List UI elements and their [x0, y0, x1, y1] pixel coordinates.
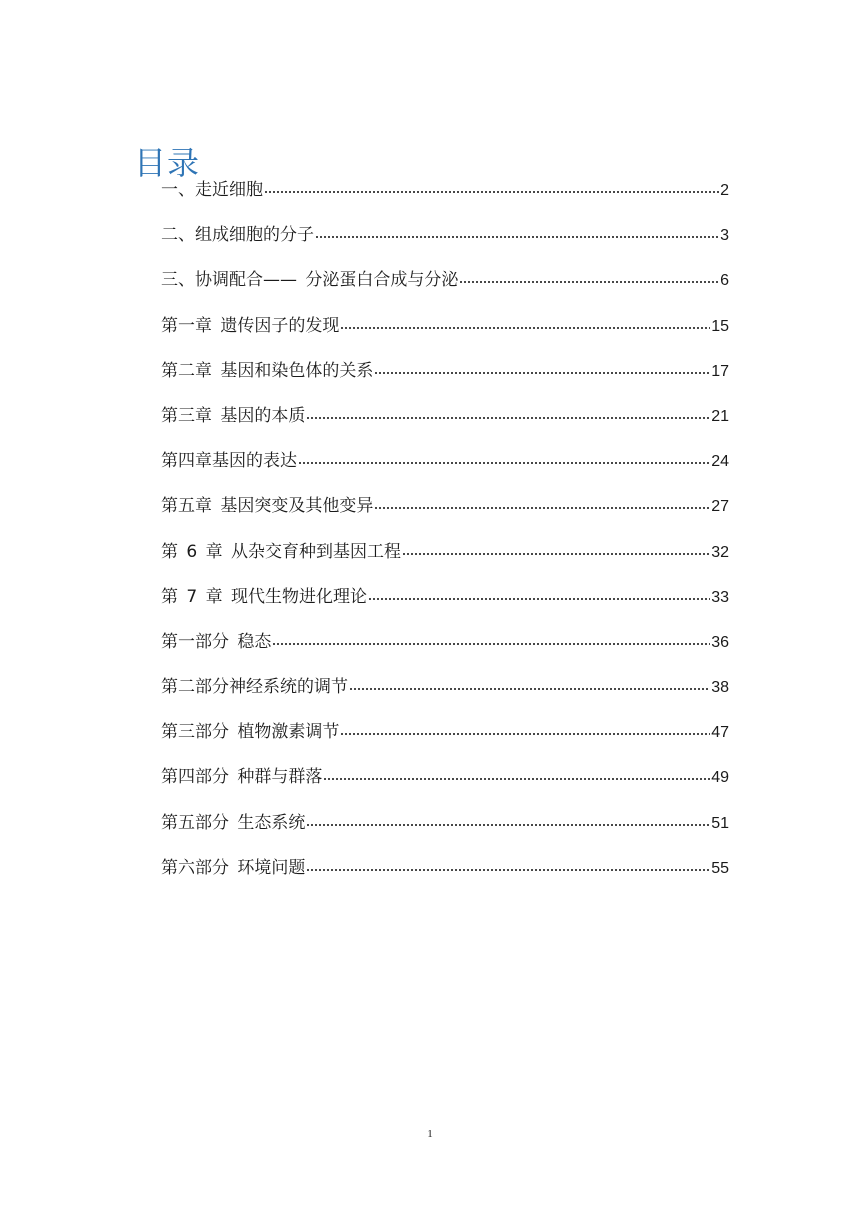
toc-entry-page: 36 — [711, 633, 729, 651]
toc-entry-text: 第二章 基因和染色体的关系 — [161, 360, 374, 381]
toc-entry[interactable] — [161, 176, 729, 221]
toc-entry[interactable] — [161, 673, 729, 718]
toc-entry-page: 32 — [711, 543, 729, 561]
toc-entry[interactable] — [161, 312, 729, 357]
toc-entry[interactable] — [161, 221, 729, 266]
toc-entry-page: 17 — [711, 362, 729, 380]
toc-entry-page: 3 — [720, 227, 729, 245]
toc-entry-page: 24 — [711, 453, 729, 471]
toc-list — [161, 176, 729, 899]
toc-entry[interactable] — [161, 718, 729, 763]
toc-entry-text: 第五章 基因突变及其他变异 — [161, 496, 374, 517]
toc-entry-page: 21 — [711, 407, 729, 425]
toc-entry[interactable] — [161, 357, 729, 402]
toc-entry-page: 47 — [711, 724, 729, 742]
toc-entry-text: 第二部分神经系统的调节 — [161, 677, 348, 698]
toc-dot-leader — [298, 462, 710, 464]
toc-entry-text: 二、组成细胞的分子 — [161, 225, 314, 246]
toc-entry-text: 第 6 章 从杂交育种到基因工程 — [161, 541, 402, 562]
toc-entry-page: 2 — [720, 182, 729, 199]
toc-entry-page: 6 — [720, 272, 729, 290]
toc-entry-text: 第三部分 植物激素调节 — [161, 722, 340, 743]
toc-entry-page: 49 — [711, 769, 729, 787]
toc-dot-leader — [264, 191, 719, 193]
toc-dot-leader — [374, 507, 710, 509]
toc-entry[interactable] — [161, 763, 729, 808]
toc-entry-text: 第四章基因的表达 — [161, 451, 297, 472]
toc-dot-leader — [340, 327, 710, 329]
toc-entry[interactable] — [161, 538, 729, 583]
toc-dot-leader — [374, 372, 710, 374]
toc-dot-leader — [306, 417, 710, 419]
toc-entry-text: 第五部分 生态系统 — [161, 812, 306, 833]
toc-entry[interactable] — [161, 402, 729, 447]
toc-entry-page: 27 — [711, 498, 729, 516]
toc-dot-leader — [459, 281, 719, 283]
toc-entry[interactable] — [161, 266, 729, 311]
toc-entry-page: 38 — [711, 679, 729, 697]
page-number: 1 — [427, 1128, 433, 1140]
toc-entry-text: 第三章 基因的本质 — [161, 405, 306, 426]
toc-entry[interactable] — [161, 492, 729, 537]
toc-dot-leader — [368, 598, 710, 600]
toc-entry-text: 第一章 遗传因子的发现 — [161, 315, 340, 336]
toc-dot-leader — [349, 688, 710, 690]
toc-dot-leader — [272, 643, 710, 645]
toc-title: 目录 — [134, 144, 201, 183]
toc-entry-text: 第四部分 种群与群落 — [161, 767, 323, 788]
toc-entry-page: 55 — [711, 859, 729, 877]
toc-entry[interactable] — [161, 628, 729, 673]
toc-dot-leader — [306, 869, 710, 871]
toc-entry-text: 第一部分 稳态 — [161, 631, 272, 652]
toc-entry-page: 33 — [711, 588, 729, 606]
toc-entry[interactable] — [161, 854, 729, 899]
toc-entry[interactable] — [161, 447, 729, 492]
toc-dot-leader — [323, 778, 710, 780]
toc-dot-leader — [340, 733, 710, 735]
toc-entry-text: 第 7 章 现代生物进化理论 — [161, 586, 368, 607]
toc-entry[interactable] — [161, 809, 729, 854]
toc-entry-page: 51 — [711, 814, 729, 832]
toc-dot-leader — [315, 236, 719, 238]
toc-dot-leader — [402, 553, 710, 555]
toc-entry-page: 15 — [711, 317, 729, 335]
toc-dot-leader — [306, 824, 710, 826]
toc-entry[interactable] — [161, 583, 729, 628]
toc-entry-text: 三、协调配合—— 分泌蛋白合成与分泌 — [161, 270, 459, 291]
toc-entry-text: 第六部分 环境问题 — [161, 857, 306, 878]
toc-entry-text: 一、走近细胞 — [161, 180, 263, 200]
